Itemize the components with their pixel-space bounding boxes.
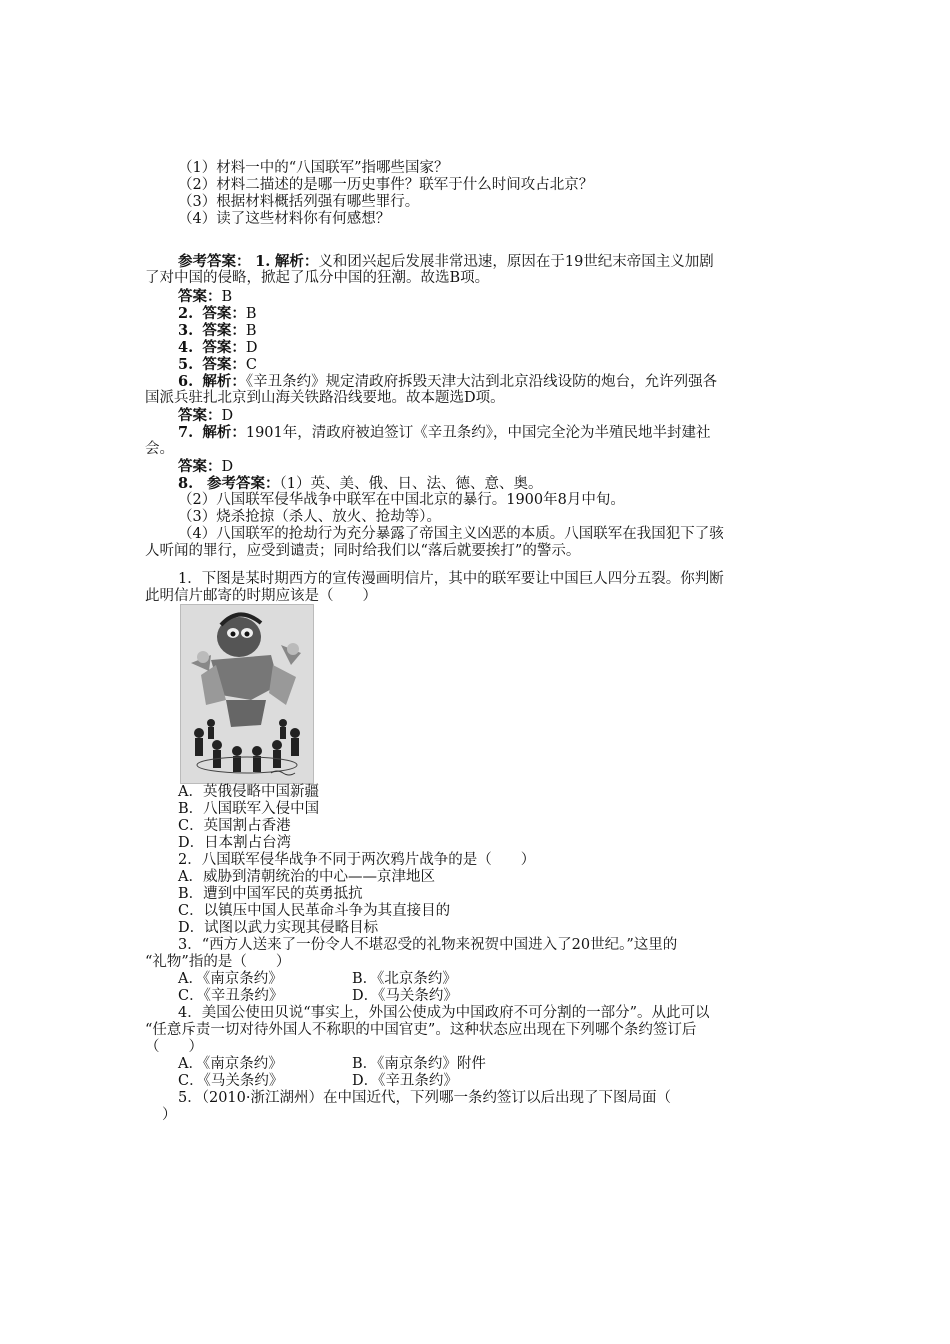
answer-1-line-2: 了对中国的侵略，掀起了瓜分中国的狂潮。故选B项。 xyxy=(145,270,490,286)
question-4-option-a: A．《南京条约》 xyxy=(178,1056,283,1072)
question-3-option-b: B．《北京条约》 xyxy=(352,971,457,987)
question-1-option-d: D．日本割占台湾 xyxy=(178,835,292,851)
answer-6-value-row xyxy=(178,407,233,425)
question-2-option-a: A．威胁到清朝统治的中心——京津地区 xyxy=(178,869,435,885)
question-4-option-c: C．《马关条约》 xyxy=(178,1073,284,1089)
material-question-2: （2）材料二描述的是哪一历史事件？联军于什么时间攻占北京？ xyxy=(178,177,594,193)
answer-8-line-1 xyxy=(178,475,542,493)
question-1-option-b: B．八国联军入侵中国 xyxy=(178,801,320,817)
question-4-option-d: D．《辛丑条约》 xyxy=(352,1073,458,1089)
question-3-line-1: 3．“西方人送来了一份令人不堪忍受的礼物来祝贺中国进入了20世纪。”这里的 xyxy=(178,937,678,953)
answer-1-value-row xyxy=(178,288,232,306)
answers-heading: 参考答案： xyxy=(178,253,251,270)
answer-value: B xyxy=(221,289,233,305)
question-1-option-a: A．英俄侵略中国新疆 xyxy=(178,784,319,800)
answer-8-line-2: （2）八国联军侵华战争中联军在中国北京的暴行。1900年8月中旬。 xyxy=(178,492,625,508)
answer-3-row xyxy=(178,322,257,340)
question-3-line-2: “礼物”指的是（ ） xyxy=(145,954,291,970)
answer-1-text: 义和团兴起后发展非常迅速，原因在于19世纪末帝国主义加剧 xyxy=(318,254,714,270)
answer-8-number: 8. xyxy=(178,475,194,492)
answer-7-jiexi-label: 解析： xyxy=(202,424,246,441)
answer-label: 答案： xyxy=(178,407,222,424)
question-4-option-b: B．《南京条约》附件 xyxy=(352,1056,486,1072)
answer-6-text: 《辛丑条约》规定清政府拆毁天津大沽到北京沿线设防的炮台，允许列强各 xyxy=(245,374,718,390)
question-2-option-d: D．试图以武力实现其侵略目标 xyxy=(178,920,379,936)
question-2-line-1: 2．八国联军侵华战争不同于两次鸦片战争的是（ ） xyxy=(178,852,536,868)
answer-6-jiexi-label: 解析： xyxy=(202,373,246,390)
answer-6-line-1 xyxy=(178,373,717,391)
answer-label: 答案： xyxy=(202,339,246,356)
question-4-line-1: 4．美国公使田贝说“事实上，外国公使成为中国政府不可分割的一部分”。从此可以 xyxy=(178,1005,710,1021)
question-5-line-1: 5．（2010·浙江湖州）在中国近代，下列哪一条约签订以后出现了下图局面（ xyxy=(178,1090,671,1106)
answer-2-number: 2. xyxy=(178,305,194,322)
answer-value: B xyxy=(245,323,257,339)
question-1-option-c: C．英国割占香港 xyxy=(178,818,291,834)
answer-value: D xyxy=(221,459,234,475)
answer-label: 答案： xyxy=(178,458,222,475)
answer-4-row xyxy=(178,339,258,357)
question-3-option-c: C．《辛丑条约》 xyxy=(178,988,284,1004)
question-4-line-3: （ ） xyxy=(145,1039,203,1055)
cartoon-illustration xyxy=(181,605,313,783)
question-5-line-2: ） xyxy=(162,1107,177,1123)
answer-value: D xyxy=(221,408,234,424)
answer-label: 答案： xyxy=(202,356,246,373)
material-question-1: （1）材料一中的“八国联军”指哪些国家？ xyxy=(178,160,449,176)
answer-5-number: 5. xyxy=(178,356,194,373)
answer-7-line-1 xyxy=(178,424,711,442)
question-1-line-1: 1．下图是某时期西方的宣传漫画明信片，其中的联军要让中国巨人四分五裂。你判断 xyxy=(178,571,724,587)
material-question-3: （3）根据材料概括列强有哪些罪行。 xyxy=(178,194,420,210)
answer-7-number: 7. xyxy=(178,424,194,441)
answer-7-text: 1901年，清政府被迫签订《辛丑条约》，中国完全沦为半殖民地半封建社 xyxy=(245,425,711,441)
question-3-option-d: D．《马关条约》 xyxy=(352,988,458,1004)
question-1-line-2: 此明信片邮寄的时期应该是（ ） xyxy=(145,588,377,604)
answer-8-label: 参考答案： xyxy=(206,475,280,492)
answer-6-line-2: 国派兵驻扎北京到山海关铁路沿线要地。故本题选D项。 xyxy=(145,390,505,406)
question-2-option-b: B．遭到中国军民的英勇抵抗 xyxy=(178,886,363,902)
answer-2-row xyxy=(178,305,257,323)
answer-8-line-5: 人听闻的罪行，应受到谴责；同时给我们以“落后就要挨打”的警示。 xyxy=(145,543,581,559)
answer-7-line-2: 会。 xyxy=(145,441,174,457)
answer-4-number: 4. xyxy=(178,339,194,356)
answer-label: 答案： xyxy=(202,305,246,322)
answer-value: C xyxy=(245,357,257,373)
answer-1-line-1 xyxy=(178,253,714,271)
answer-7-value-row xyxy=(178,458,233,476)
answer-1-number: 1. xyxy=(255,253,271,270)
answer-8-line-3: （3）烧杀抢掠（杀人、放火、抢劫等）。 xyxy=(178,509,441,525)
answer-1-jiexi-label: 解析： xyxy=(274,253,319,270)
answer-6-number: 6. xyxy=(178,373,194,390)
answer-value: B xyxy=(245,306,257,322)
material-question-4: （4）读了这些材料你有何感想？ xyxy=(178,211,391,227)
answer-8-line-4: （4）八国联军的抢劫行为充分暴露了帝国主义凶恶的本质。八国联军在我国犯下了骇 xyxy=(178,526,724,542)
answer-5-row xyxy=(178,356,257,374)
cartoon-postcard-image xyxy=(180,604,314,784)
answer-label: 答案： xyxy=(178,288,222,305)
question-3-option-a: A．《南京条约》 xyxy=(178,971,283,987)
question-2-option-c: C．以镇压中国人民革命斗争为其直接目的 xyxy=(178,903,451,919)
answer-3-number: 3. xyxy=(178,322,194,339)
question-4-line-2: “任意斥责一切对待外国人不称职的中国官吏”。这种状态应出现在下列哪个条约签订后 xyxy=(145,1022,697,1038)
answer-8-text: （1）英、美、俄、日、法、德、意、奥。 xyxy=(279,476,543,492)
answer-value: D xyxy=(245,340,258,356)
answer-label: 答案： xyxy=(202,322,246,339)
